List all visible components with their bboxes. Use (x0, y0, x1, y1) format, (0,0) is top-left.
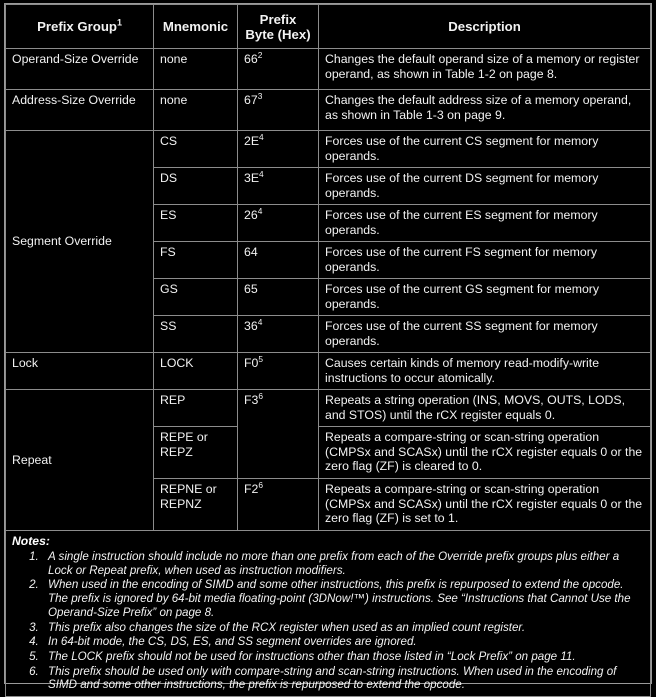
cell-description: Repeats a compare-string or scan-string operation (CMPSx and SCASx) until the rCX register equals 0 or the zero flag (ZF) is set to 1. (319, 479, 651, 531)
column-header-mnemonic: Mnemonic (154, 5, 238, 49)
cell-prefix-byte-footnote: 6 (258, 479, 264, 490)
column-header-prefix-group-label: Prefix Group (37, 19, 117, 34)
cell-mnemonic: REPE or REPZ (154, 427, 238, 479)
cell-prefix-byte-footnote: 4 (257, 205, 263, 216)
cell-prefix-group: Segment Override (6, 131, 154, 353)
cell-description: Changes the default operand size of a memory or register operand, as shown in Table 1-2 on page 8. (319, 49, 651, 90)
cell-prefix-byte-footnote: 3 (257, 90, 263, 101)
cell-mnemonic: none (154, 90, 238, 131)
cell-mnemonic: DS (154, 168, 238, 205)
cell-prefix-byte-value: 2E (244, 134, 260, 148)
cell-prefix-byte-footnote: 2 (257, 49, 263, 60)
table-body (6, 49, 651, 697)
note-item: 4. In 64-bit mode, the CS, DS, ES, and SS segment overrides are ignored. (42, 635, 644, 649)
notes-row (6, 531, 651, 697)
table-header-row (6, 5, 651, 49)
cell-description: Forces use of the current DS segment for memory operands. (319, 168, 651, 205)
cell-prefix-byte-footnote: 6 (258, 390, 264, 401)
cell-prefix-byte (238, 49, 319, 90)
notes-title: Notes: (12, 534, 50, 548)
table-row (6, 131, 651, 168)
cell-prefix-byte-value: 3E (244, 171, 260, 185)
cell-prefix-byte-value: 67 (244, 93, 258, 107)
column-header-prefix-byte (238, 5, 319, 49)
column-header-prefix-byte-line2: Byte (Hex) (245, 26, 311, 42)
note-item: 6. This prefix should be used only with compare-string and scan-string instructions. When used in the encoding of SIMD and some other instructions, the prefix is repurposed to extend the opcode. (42, 665, 644, 692)
cell-prefix-byte (238, 90, 319, 131)
cell-mnemonic: SS (154, 316, 238, 353)
cell-description: Forces use of the current ES segment for memory operands. (319, 205, 651, 242)
cell-prefix-byte (238, 479, 319, 531)
cell-prefix-byte (238, 279, 319, 316)
notes-list (12, 550, 644, 692)
cell-description: Forces use of the current SS segment for memory operands. (319, 316, 651, 353)
notes-cell (6, 531, 651, 697)
note-item: 5. The LOCK prefix should not be used for instructions other than those listed in “Lock Prefix” on page 11. (42, 650, 644, 664)
table-row (6, 390, 651, 427)
cell-prefix-group: Address-Size Override (6, 90, 154, 131)
cell-prefix-byte (238, 168, 319, 205)
cell-prefix-group: Repeat (6, 390, 154, 531)
note-item: 1. A single instruction should include no more than one prefix from each of the Override prefix groups plus either a Lock or Repeat prefix, when used as instruction modifiers. (42, 550, 644, 577)
cell-prefix-byte-value: 26 (244, 208, 258, 222)
prefix-table-frame (4, 3, 652, 692)
cell-prefix-byte-value: 36 (244, 319, 258, 333)
cell-prefix-byte-footnote: 4 (257, 316, 263, 327)
cell-prefix-byte-value: F3 (244, 393, 259, 407)
cell-prefix-byte-value: F0 (244, 356, 259, 370)
cell-prefix-byte (238, 353, 319, 390)
cell-mnemonic: LOCK (154, 353, 238, 390)
cell-mnemonic: REPNE or REPNZ (154, 479, 238, 531)
table-row (6, 353, 651, 390)
cell-description: Causes certain kinds of memory read-modify-write instructions to occur atomically. (319, 353, 651, 390)
cell-prefix-byte-value: 66 (244, 52, 258, 66)
cell-prefix-byte-footnote: 4 (259, 168, 264, 179)
cell-mnemonic: ES (154, 205, 238, 242)
cell-description: Forces use of the current FS segment for memory operands. (319, 242, 651, 279)
cell-prefix-byte-footnote: 5 (258, 353, 264, 364)
column-header-prefix-group-footnote: 1 (116, 17, 122, 28)
cell-mnemonic: CS (154, 131, 238, 168)
column-header-description: Description (319, 5, 651, 49)
cell-prefix-byte (238, 205, 319, 242)
cell-description: Changes the default address size of a memory operand, as shown in Table 1-3 on page 9. (319, 90, 651, 131)
cell-prefix-byte (238, 390, 319, 479)
note-item: 2. When used in the encoding of SIMD and some other instructions, this prefix is repurposed to extend the opcode. The prefix is ignored by 64-bit media floating-point (3DNow!™) instructions. See “Instructions that Cannot Use the Operand-Size Prefix” on page 8. (42, 578, 644, 619)
cell-description: Repeats a compare-string or scan-string operation (CMPSx and SCASx) until the rCX register equals 0 or the zero flag (ZF) is cleared to 0. (319, 427, 651, 479)
cell-description: Repeats a string operation (INS, MOVS, OUTS, LODS, and STOS) until the rCX register equals 0. (319, 390, 651, 427)
table-row (6, 49, 651, 90)
note-item: 3. This prefix also changes the size of the RCX register when used as an implied count register. (42, 621, 644, 635)
cell-prefix-byte-value: 65 (244, 282, 258, 296)
table-header (6, 5, 651, 49)
cell-prefix-byte (238, 316, 319, 353)
cell-prefix-group: Lock (6, 353, 154, 390)
cell-mnemonic: none (154, 49, 238, 90)
cell-prefix-group: Operand-Size Override (6, 49, 154, 90)
cell-mnemonic: FS (154, 242, 238, 279)
cell-prefix-byte-value: 64 (244, 245, 258, 259)
cell-description: Forces use of the current GS segment for memory operands. (319, 279, 651, 316)
cell-prefix-byte-value: F2 (244, 482, 259, 496)
table-row (6, 90, 651, 131)
cell-prefix-byte (238, 242, 319, 279)
cell-mnemonic: REP (154, 390, 238, 427)
instruction-prefixes-table (5, 4, 651, 697)
cell-prefix-byte-footnote: 4 (259, 131, 264, 142)
column-header-prefix-byte-line1: Prefix (259, 11, 297, 27)
cell-prefix-byte (238, 131, 319, 168)
column-header-prefix-group (6, 5, 154, 49)
cell-mnemonic: GS (154, 279, 238, 316)
cell-description: Forces use of the current CS segment for memory operands. (319, 131, 651, 168)
